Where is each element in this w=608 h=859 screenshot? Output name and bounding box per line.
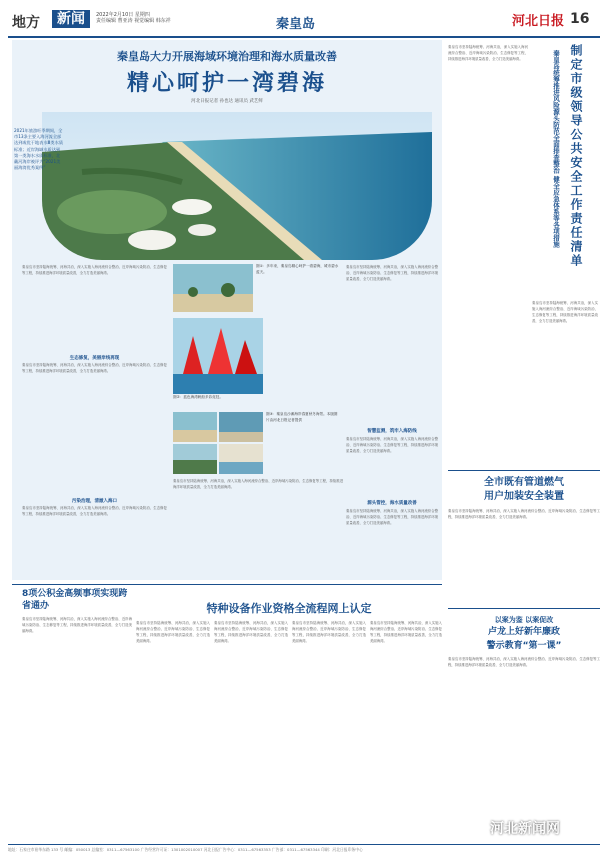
inset-caption-2: 图②：蓝色海湾帆船多彩竞技。 [173,395,223,399]
lead-body-col3c: 秦皇岛市坚持陆海统筹、河海共治，深入实施入海河流综合整治、近岸海域污染防治、生态修复等工程，持续推进海洋环境质量改善，全力打造美丽海湾。 [346,509,438,525]
inset-photo-3a [173,412,217,442]
left-bottom-body: 秦皇岛市坚持陆海统筹、河海共治，深入实施入海河流综合整治、近岸海域污染防治、生态修复等工程，持续推进海洋环境质量改善，全力打造美丽海湾。 [22,617,132,633]
inset-caption-1: 图①：多年来，秦皇岛精心呵护一湾碧海，城市碧水蓝天。 [256,264,339,274]
inset-caption-3: 图③：秦皇岛沙滩海岸春夏秋冬海景。本版图片由河北日报记者提供 [266,412,338,422]
lead-body-col3: 秦皇岛市坚持陆海统筹、河海共治，深入实施入海河流综合整治、近岸海域污染防治、生态修复等工程，持续推进海洋环境质量改善，全力打造美丽海湾。 [346,265,438,281]
main-bottom-col4: 秦皇岛市坚持陆海统筹、河海共治，深入实施入海河流综合整治、近岸海域污染防治、生态修复等工程，持续推进海洋环境质量改善，全力打造美丽海湾。 [370,621,442,643]
lead-byline: 河北日报记者 孙也达 通讯员 武艺鲜 [191,99,263,104]
inset-photo-2 [173,318,263,394]
lead-body-col3b: 秦皇岛市坚持陆海统筹、河海共治，深入实施入海河流综合整治、近岸海域污染防治、生态修复等工程，持续推进海洋环境质量改善，全力打造美丽海湾。 [346,437,438,453]
newspaper-brand: 河北日报 [512,14,565,29]
subhead-2: 污染治理，清澈入海口 [72,499,117,504]
gas-headline-2: 用户加装安全装置 [484,491,564,502]
date-line: 2022年2月10日 星期四 责任编辑 曹亚涛 视觉编辑 韩东祥 [96,12,171,24]
sidebar-body-col2: 秦皇岛市坚持陆海统筹、河海共治，深入实施入海河流综合整治、近岸海域污染防治、生态修复等工程，持续推进海洋环境质量改善，全力打造美丽海湾。 [532,301,598,323]
main-bottom-headline: 特种设备作业资格全流程网上认定 [206,602,372,615]
sidebar-headline: 秦皇岛统筹推进风险源头防范全面排查整治 健全应急体系等各项措施 [552,50,560,248]
lead-body-col1b: 秦皇岛市坚持陆海统筹、河海共治，深入实施入海河流综合整治、近岸海域污染防治、生态修复等工程，持续推进海洋环境质量改善，全力打造美丽海湾。 [22,363,167,373]
sidebar-sub-headline: 制定市级领导公共安全工作责任清单 [569,44,583,268]
subhead-4: 源头管控，海水质量改善 [367,501,417,506]
divider [448,470,600,471]
lead-body-col2: 秦皇岛市坚持陆海统筹、河海共治，深入实施入海河流综合整治、近岸海域污染防治、生态修复等工程，持续推进海洋环境质量改善，全力打造美丽海湾。 [173,479,343,489]
main-bottom-col2: 秦皇岛市坚持陆海统筹、河海共治，深入实施入海河流综合整治、近岸海域污染防治、生态修复等工程，持续推进海洋环境质量改善，全力打造美丽海湾。 [214,621,288,643]
left-bottom-headline: 8项公积金高频事项实现跨省通办 [22,589,128,611]
photo-caption: 2021年旅游旺季期间，全市13条主要入海河流全部达到或优于地表水Ⅲ类水质标准；近岸海域水质达到第一类海水水质标准，北戴河海岸被评为“2021美丽海湾优秀案例” [14,128,63,171]
brief-headline-1: 以案为鉴 以案促改 [494,616,554,624]
subhead-1: 生态修复，美丽岸线再现 [69,356,120,361]
inset-photo-3c [173,444,217,474]
section-label: 地方 [12,15,40,31]
section-badge: 新闻 [52,10,90,28]
main-bottom-col1: 秦皇岛市坚持陆海统筹、河海共治，深入实施入海河流综合整治、近岸海域污染防治、生态修复等工程，持续推进海洋环境质量改善，全力打造美丽海湾。 [136,621,210,643]
footer-text: 地址：石家庄市裕华东路 133 号 邮编：050013 总编室：0311—67563100 广告经营许可证：1301002010007 河北日报广告中心：0311—67563353 广告部：0311—67563344 印刷：河北日报印务中心 [8,847,363,852]
gas-headline-1: 全市既有管道燃气 [484,477,564,488]
inset-photo-3d [219,444,263,474]
watermark-logo: 河北新闻网 [490,821,560,837]
lead-body-col1: 秦皇岛市坚持陆海统筹、河海共治，深入实施入海河流综合整治、近岸海域污染防治、生态修复等工程，持续推进海洋环境质量改善，全力打造美丽海湾。 [22,265,167,275]
divider [448,608,600,609]
lead-kicker: 秦皇岛大力开展海域环境治理和海水质量改善 [117,50,337,63]
brief-headline-3: 警示教育“第一课” [486,641,562,651]
main-bottom-col3: 秦皇岛市坚持陆海统筹、河海共治，深入实施入海河流综合整治、近岸海域污染防治、生态修复等工程，持续推进海洋环境质量改善，全力打造美丽海湾。 [292,621,366,643]
lead-headline: 精心呵护一湾碧海 [126,71,327,96]
brief-body: 秦皇岛市坚持陆海统筹、河海共治，深入实施入海河流综合整治、近岸海域污染防治、生态修复等工程，持续推进海洋环境质量改善，全力打造美丽海湾。 [448,657,600,667]
coast-aerial-photo [42,112,432,260]
inset-photo-3b [219,412,263,442]
brief-headline-2: 卢龙上好新年廉政 [487,627,560,637]
subhead-3: 智慧监测，筑牢入海防线 [367,429,417,434]
inset-photo-1 [173,264,253,312]
lead-body-col1c: 秦皇岛市坚持陆海统筹、河海共治，深入实施入海河流综合整治、近岸海域污染防治、生态修复等工程，持续推进海洋环境质量改善，全力打造美丽海湾。 [22,506,167,516]
sidebar-body-col1: 秦皇岛市坚持陆海统筹、河海共治，深入实施入海河流综合整治、近岸海域污染防治、生态修复等工程，持续推进海洋环境质量改善，全力打造美丽海湾。 [448,45,528,61]
region-title: 秦皇岛 [276,17,316,32]
gas-body: 秦皇岛市坚持陆海统筹、河海共治，深入实施入海河流综合整治、近岸海域污染防治、生态修复等工程，持续推进海洋环境质量改善，全力打造美丽海湾。 [448,509,600,519]
footer-rule [8,844,600,845]
divider [12,584,442,585]
masthead-rule [8,36,600,38]
page-number: 16 [570,11,590,27]
